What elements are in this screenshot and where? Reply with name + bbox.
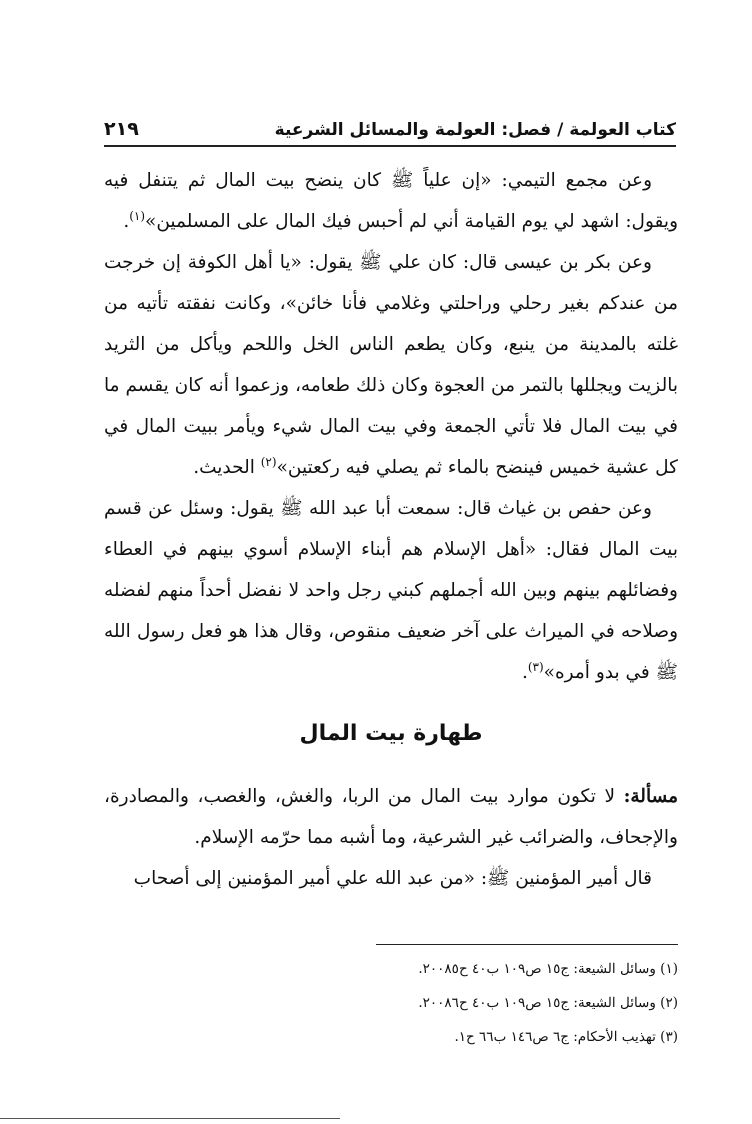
paragraph-1 bbox=[104, 160, 678, 242]
bottom-scan-line bbox=[0, 1118, 340, 1119]
body-text bbox=[104, 160, 678, 899]
paragraph-5: قال أمير المؤمنين ﷺ: «من عبد الله علي أمير المؤمنين إلى أصحاب bbox=[133, 868, 652, 889]
header-title: كتاب العولمة / فصل: العولمة والمسائل الشرعية bbox=[274, 120, 676, 140]
page-number: ٢١٩ bbox=[104, 118, 139, 140]
paragraph-3-end: . bbox=[521, 662, 528, 683]
footnote-3: (٣) تهذيب الأحكام: ج٦ ص١٤٦ ب٦٦ ح١. bbox=[454, 1029, 678, 1045]
paragraph-4 bbox=[104, 776, 678, 858]
paragraph-2 bbox=[104, 242, 678, 488]
paragraph-3 bbox=[104, 488, 678, 693]
footnote-rule bbox=[376, 944, 678, 945]
paragraph-2-text: وعن بكر بن عيسى قال: كان علي ﷺ يقول: «يا أهل الكوفة إن خرجت من عندكم بغير رحلي وراحلتي وغلامي فأنا خائن»، وكانت نفقته تأتيه من غلته بالمدينة من ينبع، وكان يطعم الناس الخل واللحم ويأكل من الثريد بالزيت ويجللها بالتمر من العجوة وكان ذلك طعامه، وزعموا أنه كان يقسم ما في بيت المال فلا تأتي الجمعة وفي بيت المال شيء ويأمر ببيت المال في كل عشية خميس فينضح بالماء ثم يصلي فيه ركعتين» bbox=[104, 252, 678, 478]
header-rule bbox=[104, 145, 676, 147]
issue-term: مسألة: bbox=[623, 786, 678, 807]
footnotes bbox=[258, 952, 678, 1054]
footnote-ref-1: (١) bbox=[129, 208, 146, 223]
footnote-ref-2: (٢) bbox=[260, 454, 277, 469]
paragraph-1-end: . bbox=[123, 211, 130, 232]
paragraph-2-end: الحديث. bbox=[193, 457, 261, 478]
footnote-1: (١) وسائل الشيعة: ج١٥ ص١٠٩ ب٤٠ ح٢٠٠٨٥. bbox=[418, 961, 678, 977]
paragraph-3-text: وعن حفص بن غياث قال: سمعت أبا عبد الله ﷺ يقول: وسئل عن قسم بيت المال فقال: «أهل الإسلام هم أبناء الإسلام أسوي بينهم في العطاء وفضائلهم بينهم وبين الله أجملهم كبني رجل واحد لا نفضل أحداً منهم لفضله وصلاحه في الميراث على آخر ضعيف منقوص، وقال هذا هو فعل رسول الله ﷺ في بدو أمره» bbox=[104, 498, 678, 683]
running-header bbox=[104, 106, 676, 140]
paragraph-4-text: لا تكون موارد بيت المال من الربا، والغش، والغصب، والمصادرة، والإجحاف، والضرائب غير الشرعية، وما أشبه مما حرّمه الإسلام. bbox=[104, 786, 678, 848]
footnote-ref-3: (٣) bbox=[527, 659, 544, 674]
section-heading: طهارة بيت المال bbox=[299, 721, 483, 746]
paragraph-1-text: وعن مجمع التيمي: «إن علياً ﷺ كان ينضح بيت المال ثم يتنفل فيه ويقول: اشهد لي يوم القيامة أني لم أحبس فيك المال على المسلمين» bbox=[104, 170, 678, 232]
footnote-2: (٢) وسائل الشيعة: ج١٥ ص١٠٩ ب٤٠ ح٢٠٠٨٦. bbox=[418, 995, 678, 1011]
